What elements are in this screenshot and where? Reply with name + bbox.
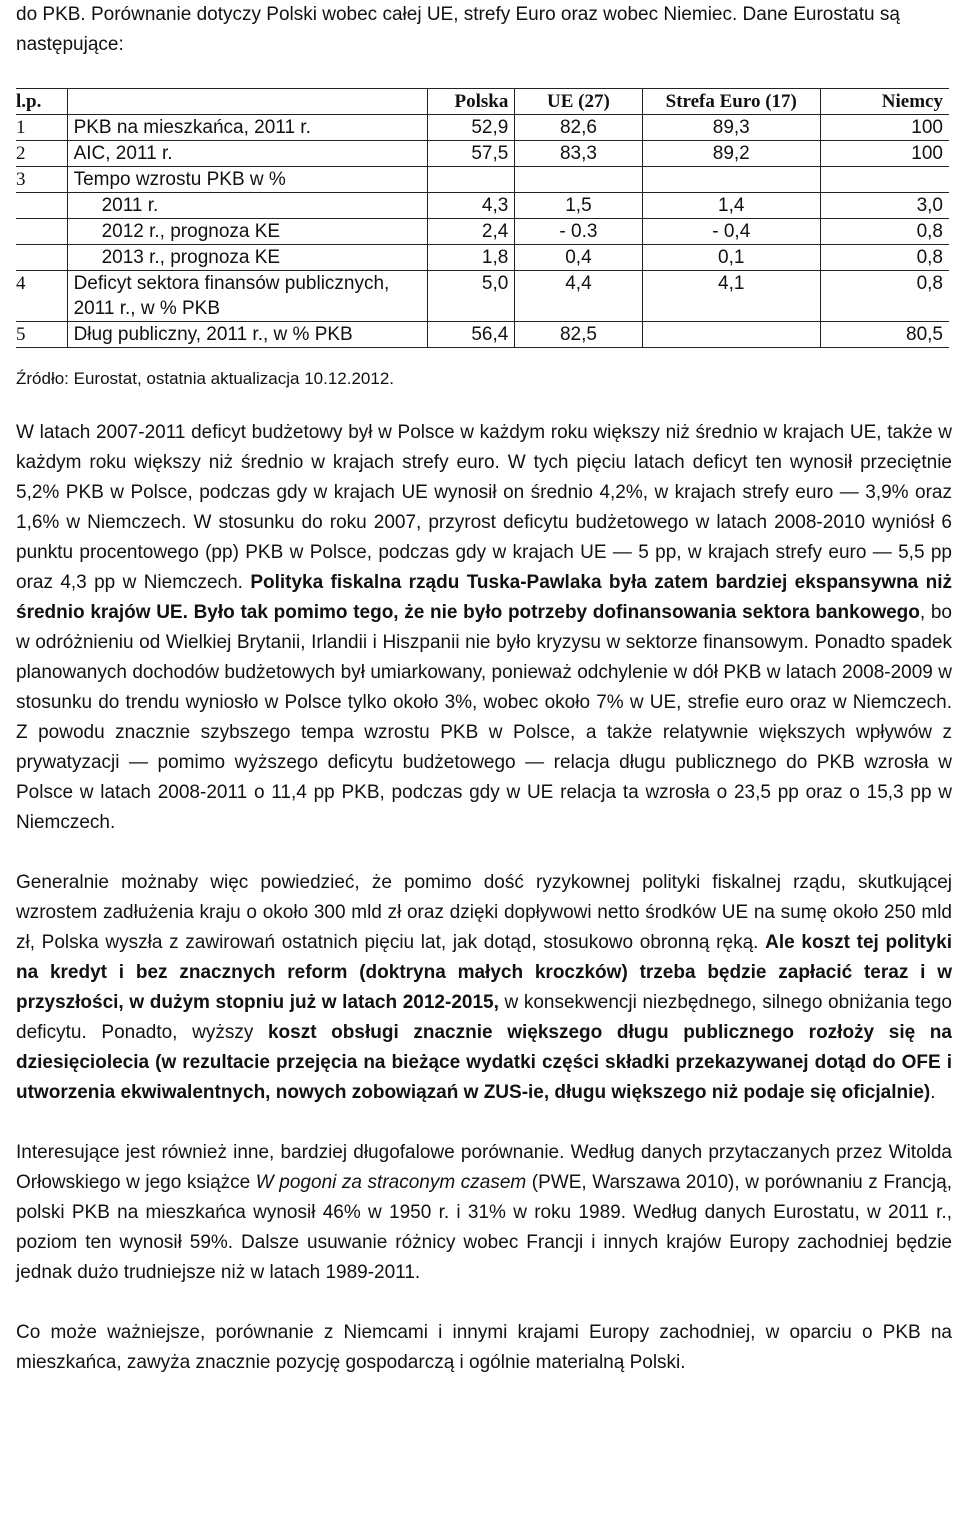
paragraph-deficit [16,418,952,838]
row-number [16,219,67,245]
header-blank [67,89,427,115]
table-row [16,271,949,322]
paragraph-text: w konsekwencji niezbędnego, silnego obniżania tego deficytu. Ponadto, wyższy [16,992,952,1043]
row-number: 2 [16,143,26,164]
header-ue: UE (27) [515,89,642,115]
header-strefa-euro: Strefa Euro (17) [642,89,820,115]
table-header-row [16,89,949,115]
cell-niemcy: 0,8 [821,219,950,245]
emphasized-text: Ale koszt tej polityki na kredyt i bez znacznych reform (doktryna małych kroczków) trzeba będzie zapłacić teraz i w przyszłości, w dużym stopniu już w latach 2012-2015, [16,932,953,1013]
eurostat-comparison-table [16,88,949,348]
cell-ue: 1,5 [515,193,642,219]
table-row [16,193,949,219]
cell-polska: 1,8 [427,245,514,271]
emphasized-text: koszt obsługi znacznie większego długu publicznego rozłoży się na dziesięciolecia (w rezultacie przejęcia na bieżące wydatki części składki przekazywanej dotąd do OFE i utworzenia ekwiwalentnych, nowych zobowiązań w ZUS-ie, długu większego niż podaje się oficjalnie) [16,1022,952,1103]
cell-polska: 56,4 [427,322,514,348]
row-label: AIC, 2011 r. [67,141,427,167]
row-label: Dług publiczny, 2011 r., w % PKB [67,322,427,348]
paragraph-text: W latach 2007-2011 deficyt budżetowy był w Polsce w każdym roku większy niż średnio w krajach UE, także w każdym roku większy niż średnio w krajach strefy euro. W tych pięciu latach deficyt ten wynosił przeciętnie 5,2% PKB w Polsce, podczas gdy w krajach UE wynosił on średnio 4,2%, w krajach strefy euro — 3,9% oraz 1,6% w Niemczech. W stosunku do roku 2007, przyrost deficytu budżetowego w latach 2008-2010 wyniósł 6 punktu procentowego (pp) PKB w Polsce, podczas gdy w krajach UE — 5 pp, w krajach strefy euro — 5,5 pp oraz 4,3 pp w Niemczech. [16,422,952,593]
paragraph-text: , bo w odróżnieniu od Wielkiej Brytanii, Irlandii i Hiszpanii nie było kryzysu w sektorze finansowym. Ponadto spadek planowanych dochodów budżetowych był umiarkowany, ponieważ odchylenie w dół PKB w latach 2008-2009 w stosunku do trendu wyniosło w Polsce tylko około 3%, wobec około 7% w UE, strefie euro oraz w Niemczech. Z powodu znacznie szybszego tempa wzrostu PKB w Polsce, a także relatywnie większych wpływów z prywatyzacji — pomimo wyższego deficytu budżetowego — relacja długu publicznego do PKB wzrosła w Polsce w latach 2008-2011 o 11,4 pp PKB, podczas gdy w UE relacja ta wzrosła o 23,5 pp oraz o 15,3 pp w Niemczech. [16,602,953,833]
row-number: 3 [16,169,26,190]
cell-ue: 82,5 [515,322,642,348]
table-row [16,141,949,167]
cell-polska: 2,4 [427,219,514,245]
cell-strefa-euro: 1,4 [642,193,820,219]
cell-strefa-euro: 4,1 [642,271,820,322]
cell-strefa-euro [642,322,820,348]
cell-niemcy: 0,8 [821,245,950,271]
cell-strefa-euro: 89,2 [642,141,820,167]
intro-paragraph: do PKB. Porównanie dotyczy Polski wobec całej UE, strefy Euro oraz wobec Niemiec. Dane Eurostatu są następujące: [16,4,900,55]
header-polska: Polska [427,89,514,115]
cell-niemcy: 100 [821,141,950,167]
cell-strefa-euro: - 0,4 [642,219,820,245]
cell-polska: 52,9 [427,115,514,141]
cell-niemcy: 80,5 [821,322,950,348]
paragraph-long-term [16,1138,952,1288]
source-note: Źródło: Eurostat, ostatnia aktualizacja 10.12.2012. [16,369,395,388]
row-number: 1 [16,117,26,138]
table-row [16,219,949,245]
cell-strefa-euro: 89,3 [642,115,820,141]
row-number: 4 [16,273,26,294]
cell-ue: - 0.3 [515,219,642,245]
cell-strefa-euro: 0,1 [642,245,820,271]
cell-polska [427,167,514,193]
paragraph-closing: Co może ważniejsze, porównanie z Niemcami i innymi krajami Europy zachodniej, w oparciu o PKB na mieszkańca, zawyża znacznie pozycję gospodarczą i ogólnie materialną Polski. [16,1322,952,1373]
table-row [16,245,949,271]
header-niemcy: Niemcy [821,89,950,115]
table-row [16,115,949,141]
cell-niemcy: 3,0 [821,193,950,219]
cell-niemcy [821,167,950,193]
cell-niemcy: 0,8 [821,271,950,322]
paragraph-text: Generalnie możnaby więc powiedzieć, że pomimo dość ryzykownej polityki fiskalnej rządu, skutkującej wzrostem zadłużenia kraju o około 300 mld zł oraz dzięki dopływowi netto środków UE na sumę około 250 mld zł, Polska wyszła z zawirowań ostatnich pięciu lat, jak dotąd, stosukowo obronną ręką. [16,872,952,953]
row-number: 5 [16,324,26,345]
document-page [16,0,952,1378]
table-row [16,167,949,193]
row-label: 2011 r. [67,193,427,219]
row-label: 2013 r., prognoza KE [67,245,427,271]
header-lp: l.p. [16,91,42,112]
cell-polska: 5,0 [427,271,514,322]
row-number [16,193,67,219]
p3-text-a: Interesujące jest również inne, bardziej długofalowe porównanie. Według danych przytaczanych przez Witolda Orłowskiego w jego książce [16,1142,952,1193]
cell-ue: 82,6 [515,115,642,141]
cell-polska: 4,3 [427,193,514,219]
paragraph-policy [16,868,952,1108]
cell-ue: 0,4 [515,245,642,271]
cell-strefa-euro [642,167,820,193]
row-number [16,245,67,271]
paragraph-text: . [930,1082,936,1103]
book-title: W pogoni za straconym czasem [255,1172,527,1193]
row-label: Deficyt sektora finansów publicznych, 2011 r., w % PKB [67,271,427,322]
row-label: Tempo wzrostu PKB w % [67,167,427,193]
cell-polska: 57,5 [427,141,514,167]
cell-ue: 83,3 [515,141,642,167]
table-row [16,322,949,348]
cell-ue: 4,4 [515,271,642,322]
row-label: 2012 r., prognoza KE [67,219,427,245]
cell-niemcy: 100 [821,115,950,141]
row-label: PKB na mieszkańca, 2011 r. [67,115,427,141]
emphasized-text: Polityka fiskalna rządu Tuska-Pawlaka była zatem bardziej ekspansywna niż średnio krajów UE. Było tak pomimo tego, że nie było potrzeby dofinansowania sektora bankowego [16,572,952,623]
p3-text-c: (PWE, Warszawa 2010), w porównaniu z Francją, polski PKB na mieszkańca wynosił 46% w 1950 r. i 31% w roku 1989. Według danych Eurostatu, w 2011 r., poziom ten wynosił 59%. Dalsze usuwanie różnicy wobec Francji i innych krajów Europy zachodniej będzie jednak dużo trudniejsze niż w latach 1989-2011. [16,1172,953,1283]
cell-ue [515,167,642,193]
